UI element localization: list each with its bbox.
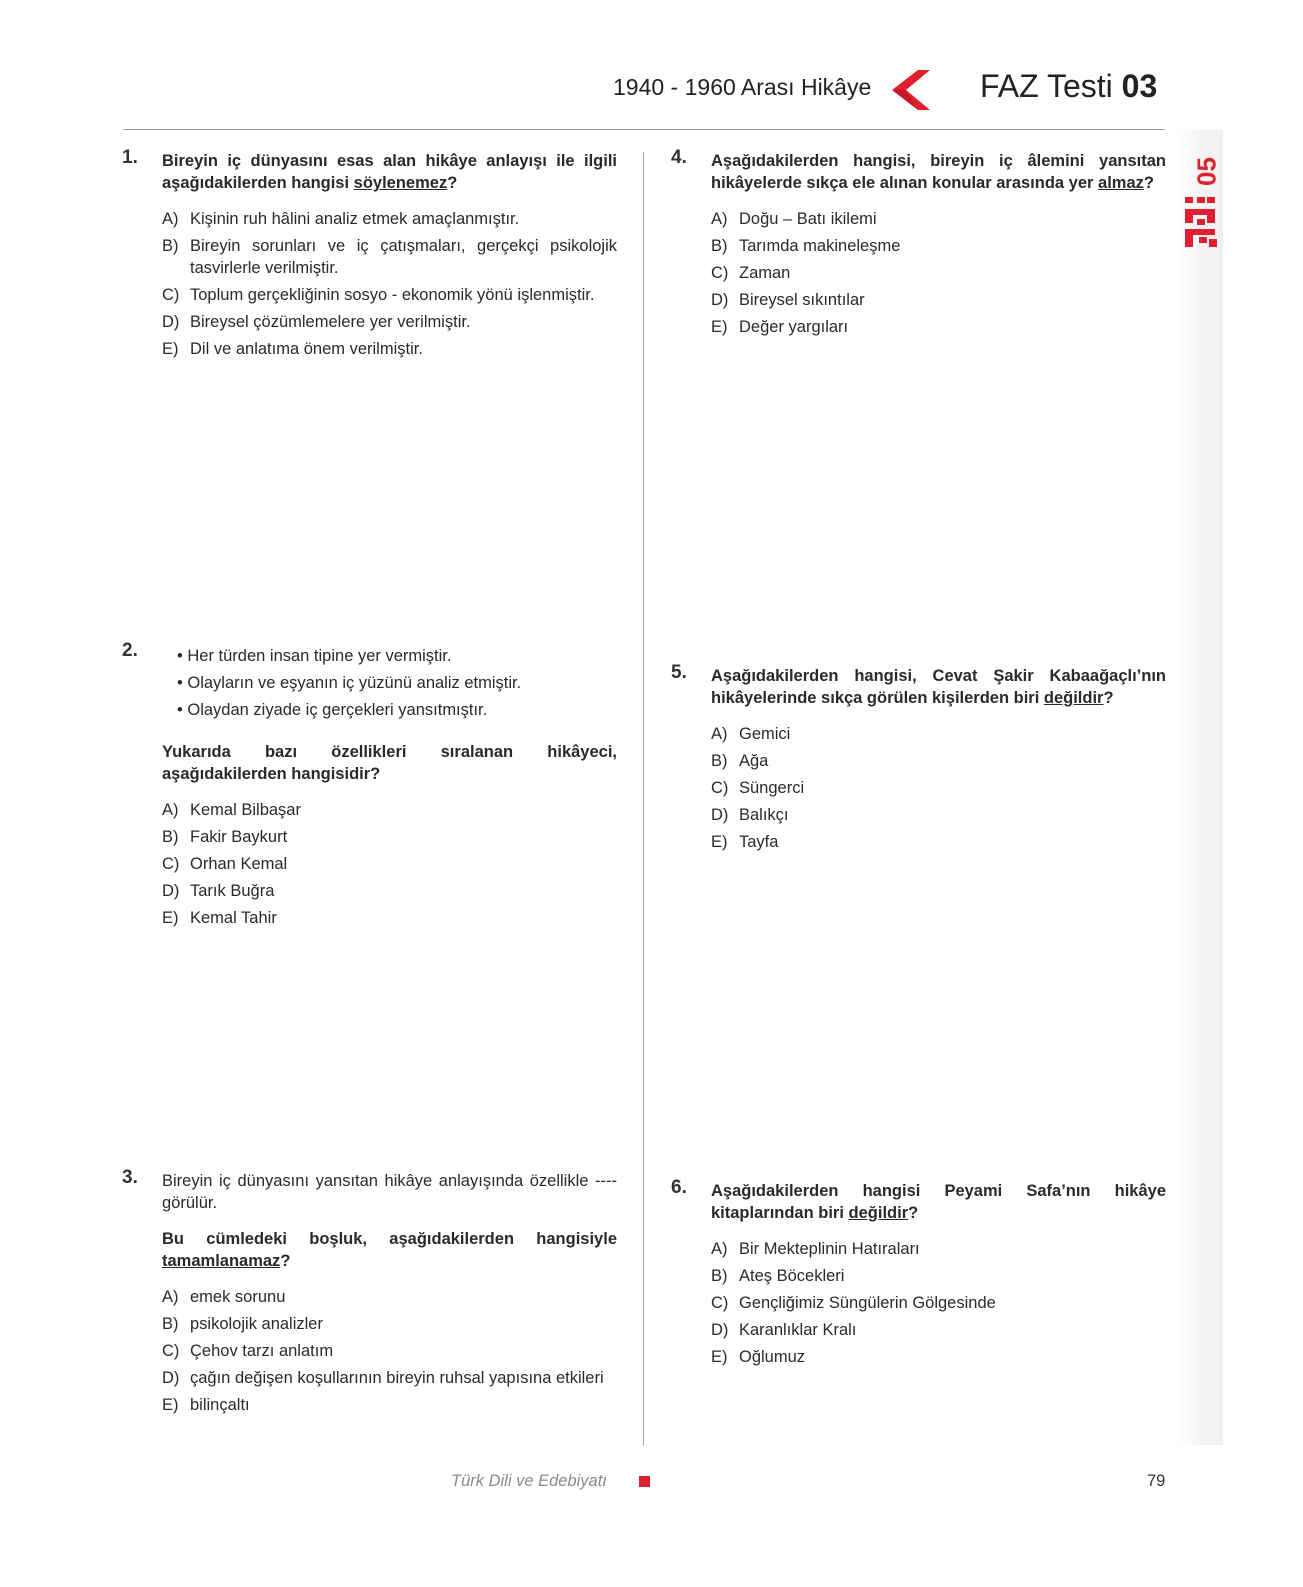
option-text: Oğlumuz [739,1348,806,1366]
option-text: çağın değişen koşullarının bireyin ruhsal yapısına etkileri [190,1369,604,1387]
option-letter: D) [162,1369,180,1387]
question-number: 3. [122,1167,138,1188]
option-d[interactable] [162,1367,617,1389]
option-letter: B) [162,828,179,846]
option-letter: E) [711,833,728,851]
option-letter: C) [162,855,180,873]
option-letter: C) [162,1342,180,1360]
option-letter: B) [711,752,728,770]
option-text: Kemal Tahir [190,909,277,927]
stem-emphasis: değildir [1043,689,1104,707]
answer-options [162,208,617,360]
stem-emphasis: söylenemez [353,174,448,192]
option-text: Gençliğimiz Süngülerin Gölgesinde [739,1294,996,1312]
page-title-text: FAZ Testi [980,68,1113,104]
stem-emphasis: tamamlanamaz [162,1252,281,1270]
option-a[interactable] [711,208,1166,230]
bullet-item: • Olaydan ziyade iç gerçekleri yansıtmıştır. [177,701,488,719]
option-text: Ağa [739,752,769,770]
footer-subject: Türk Dili ve Edebiyatı [451,1472,607,1490]
option-d[interactable] [162,311,617,333]
option-e[interactable] [711,831,1166,853]
chevron-left-icon [888,68,932,112]
option-c[interactable] [162,1340,617,1362]
option-text: Bir Mekteplinin Hatıraları [739,1240,920,1258]
question-stem: Yukarıda bazı özellikleri sıralanan hikâyeci, aşağıdakilerden hangisidir? [162,743,617,783]
option-b[interactable] [711,750,1166,772]
question-5 [671,662,1166,858]
stem-emphasis: almaz [1098,174,1144,192]
option-d[interactable] [711,1319,1166,1341]
bullet-item: • Her türden insan tipine yer vermiştir. [177,647,452,665]
option-c[interactable] [711,262,1166,284]
option-letter: D) [711,806,729,824]
option-letter: E) [162,340,179,358]
option-letter: E) [162,1396,179,1414]
question-1 [122,147,617,365]
stem-end: ? [447,174,458,192]
option-text: emek sorunu [190,1288,286,1306]
option-text: Ateş Böcekleri [739,1267,845,1285]
option-text: Bireysel çözümlemelere yer verilmiştir. [190,313,471,331]
option-a[interactable] [711,723,1166,745]
option-text: Bireysel sıkıntılar [739,291,865,309]
question-number: 5. [671,662,687,683]
footer-square-icon [639,1476,650,1487]
stem-emphasis: değildir [848,1204,909,1222]
answer-options [162,1286,617,1416]
stem-text: Aşağıdakilerden hangisi, bireyin iç âlemini yansıtan hikâyelerde sıkça ele alınan konular arasında yer [711,152,1166,192]
question-4 [671,147,1166,343]
question-number: 1. [122,147,138,168]
page-number: 79 [1147,1472,1166,1490]
option-text: Orhan Kemal [190,855,288,873]
option-b[interactable] [711,1265,1166,1287]
question-stem [711,150,1166,194]
option-e[interactable] [162,338,617,360]
option-text: psikolojik analizler [190,1315,323,1333]
option-text: bilinçaltı [190,1396,250,1414]
stem-end: ? [280,1252,291,1270]
option-text: Karanlıklar Kralı [739,1321,857,1339]
answer-options [162,799,617,929]
option-letter: A) [162,801,179,819]
option-letter: E) [162,909,179,927]
option-text: Kemal Bilbaşar [190,801,301,819]
question-intro: Bireyin iç dünyasını yansıtan hikâye anlayışında özellikle ---- görülür. [162,1172,617,1212]
option-letter: B) [162,1315,179,1333]
question-number: 6. [671,1177,687,1198]
question-3 [122,1167,617,1421]
bullet-item: • Olayların ve eşyanın iç yüzünü analiz etmiştir. [177,674,522,692]
stem-text: Aşağıdakilerden hangisi, Cevat Şakir Kabaağaçlı’nın hikâyelerinde sıkça görülen kişilerden biri [711,667,1166,707]
option-a[interactable] [162,1286,617,1308]
option-a[interactable] [162,208,617,230]
option-letter: B) [711,237,728,255]
option-letter: C) [711,1294,729,1312]
question-stem [162,1228,617,1272]
option-e[interactable] [711,316,1166,338]
option-letter: E) [711,318,728,336]
option-b[interactable] [162,235,617,279]
option-text: Dil ve anlatıma önem verilmiştir. [190,340,423,358]
option-text: Fakir Baykurt [190,828,288,846]
option-letter: A) [162,210,179,228]
option-letter: C) [711,264,729,282]
option-text: Çehov tarzı anlatım [190,1342,334,1360]
option-d[interactable] [711,804,1166,826]
stem-end: ? [1143,174,1154,192]
option-letter: D) [711,291,729,309]
stem-text: Aşağıdakilerden hangisi Peyami Safa’nın hikâye kitaplarından biri [711,1182,1166,1222]
option-d[interactable] [711,289,1166,311]
stem-end: ? [908,1204,919,1222]
option-text: Gemici [739,725,791,743]
option-b[interactable] [162,1313,617,1335]
option-text: Kişinin ruh hâlini analiz etmek amaçlanmıştır. [190,210,520,228]
option-letter: B) [162,237,179,255]
option-letter: D) [162,313,180,331]
answer-options [711,723,1166,853]
option-text: Doğu – Batı ikilemi [739,210,877,228]
option-a[interactable] [162,799,617,821]
stem-end: ? [1103,689,1114,707]
option-text: Balıkçı [739,806,789,824]
option-letter: E) [711,1348,728,1366]
page-title [980,68,1157,105]
option-e[interactable] [162,907,617,929]
header-divider [123,129,1165,130]
test-number: 03 [1121,68,1158,104]
option-letter: C) [162,286,180,304]
faz-logo-icon [1185,197,1217,249]
option-text: Süngerci [739,779,805,797]
option-c[interactable] [711,777,1166,799]
header-subtitle: 1940 - 1960 Arası Hikâye [613,74,872,100]
option-b[interactable] [711,235,1166,257]
unit-number-text: 05 [1191,157,1222,186]
option-text: Toplum gerçekliğinin sosyo - ekonomik yönü işlenmiştir. [190,286,595,304]
option-a[interactable] [711,1238,1166,1260]
question-stem [711,1180,1166,1224]
option-text: Bireyin sorunları ve iç çatışmaları, gerçekçi psikolojik tasvirlerle verilmiştir. [190,237,617,277]
option-letter: C) [711,779,729,797]
option-b[interactable] [162,826,617,848]
question-2 [122,640,617,934]
option-text: Zaman [739,264,791,282]
option-text: Tarık Buğra [190,882,275,900]
option-c[interactable] [711,1292,1166,1314]
column-divider [643,152,644,1446]
option-text: Tarımda makineleşme [739,237,901,255]
stem-text: Bireyin iç dünyasını esas alan hikâye anlayışı ile ilgili aşağıdakilerden hangisi [162,152,617,192]
option-letter: A) [711,1240,728,1258]
option-e[interactable] [162,1394,617,1416]
question-stem [711,665,1166,709]
question-6 [671,1177,1166,1373]
option-letter: A) [711,725,728,743]
answer-options [711,1238,1166,1368]
stem-text: Bu cümledeki boşluk, aşağıdakilerden hangisiyle [162,1230,617,1248]
answer-options [711,208,1166,338]
option-d[interactable] [162,880,617,902]
option-c[interactable] [162,284,617,306]
option-text: Tayfa [739,833,779,851]
option-letter: D) [162,882,180,900]
option-c[interactable] [162,853,617,875]
option-letter: A) [162,1288,179,1306]
option-letter: A) [711,210,728,228]
bullet-list [162,643,617,724]
question-stem [162,150,617,194]
question-number: 4. [671,147,687,168]
option-letter: D) [711,1321,729,1339]
option-text: Değer yargıları [739,318,849,336]
question-number: 2. [122,640,138,661]
option-e[interactable] [711,1346,1166,1368]
side-tab [1177,130,1223,1445]
side-unit-number [1192,152,1222,186]
option-letter: B) [711,1267,728,1285]
